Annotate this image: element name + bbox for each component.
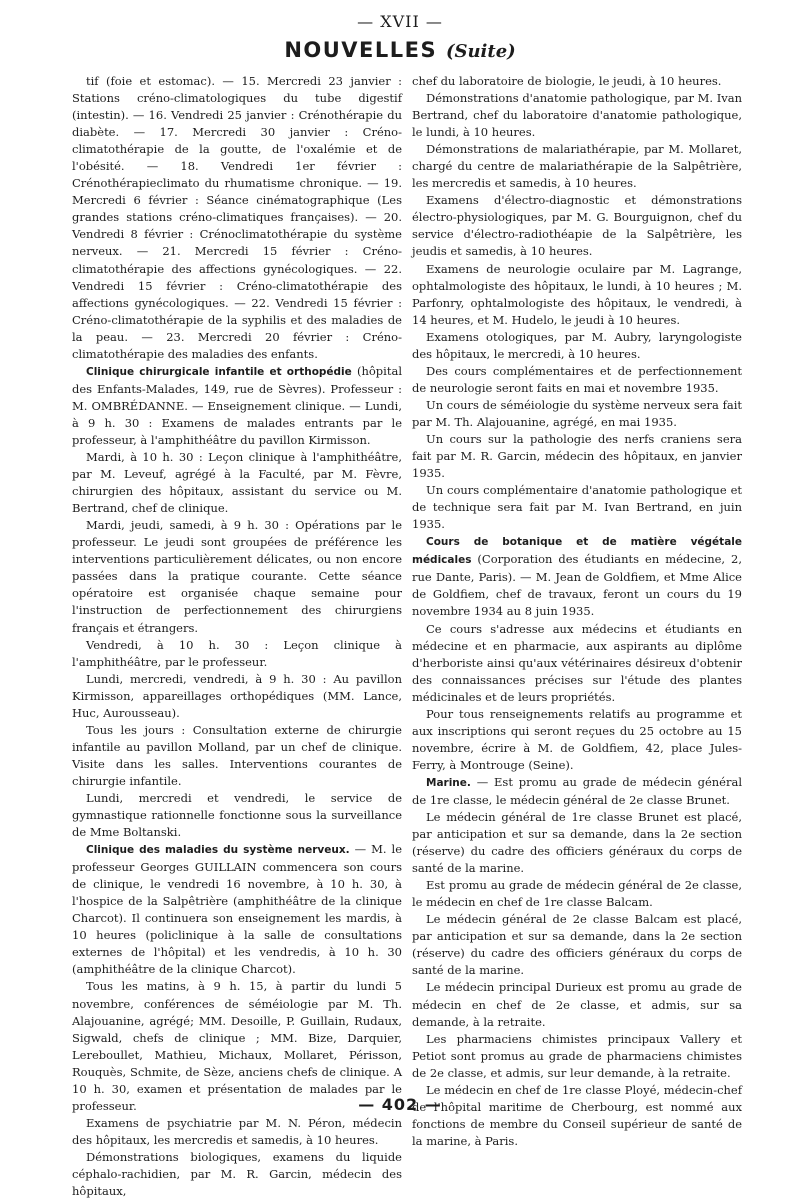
paragraph	[412, 1031, 742, 1082]
paragraph	[412, 911, 742, 979]
paragraph	[72, 1115, 402, 1149]
page-title	[0, 38, 800, 62]
paragraph-text: Le médecin général de 1re classe Brunet est placé, par anticipation et sur sa demande, dans la 2e section (réserve) du cadre des officiers généraux du corps de santé de la marine.	[412, 810, 742, 876]
paragraph	[72, 1149, 402, 1200]
left-column	[72, 73, 402, 1200]
paragraph	[412, 192, 742, 260]
paragraph	[72, 363, 402, 449]
paragraph	[72, 790, 402, 841]
page-roman-numeral: — XVII —	[357, 12, 443, 31]
paragraph-text: Lundi, mercredi et vendredi, le service de gymnastique rationnelle fonctionne sous la surveillance de Mme Boltanski.	[72, 790, 402, 840]
paragraph	[412, 397, 742, 431]
paragraph	[72, 517, 402, 636]
paragraph	[72, 73, 402, 363]
paragraph	[72, 841, 402, 978]
paragraph-text: Démonstrations de malariathérapie, par M. Mollaret, chargé du centre de malariathérapie de la Salpêtrière, les mercredis et samedis, à 10 heures.	[412, 142, 742, 191]
section-heading: Clinique chirurgicale infantile et orthopédie	[86, 365, 352, 378]
section-heading: Cours de botanique et de matière végétale médicales	[412, 536, 742, 567]
page-number: — 402 —	[358, 1095, 442, 1114]
paragraph-text: Examens d'électro-diagnostic et démonstrations électro-physiologiques, par M. G. Bourguignon, chef du service d'électro-radiothéapie de la Salpêtrière, les jeudis et samedis, à 10 heures.	[412, 193, 742, 259]
paragraph	[412, 90, 742, 141]
paragraph-text: Mardi, jeudi, samedi, à 9 h. 30 : Opérations par le professeur. Le jeudi sont groupées de préférence les interventions particulièrement délicates, ou non encore passées dans la pratique courante. Cette séance opératoire est organisée chaque semaine pour l'instruction de perfectionnement des chirurgiens français et étrangers.	[72, 518, 402, 635]
paragraph-text: Examens de neurologie oculaire par M. Lagrange, ophtalmologiste des hôpitaux, le lundi, à 10 heures ; M. Parfonry, ophtalmologiste des hôpitaux, le vendredi, à 14 heures, et M. Hudelo, le jeudi à 10 heures.	[412, 261, 742, 327]
paragraph	[412, 533, 742, 620]
paragraph-text: Tous les jours : Consultation externe de chirurgie infantile au pavillon Molland, par un chef de clinique. Visite dans les salles. Interventions courantes de chirurgie infantile.	[72, 722, 402, 788]
paragraph-text: Ce cours s'adresse aux médecins et étudiants en médecine et en pharmacie, aux aspirants au diplôme d'herboriste ainsi qu'aux vétérinaires désireux d'obtenir des connaissances précises sur l'étude des plantes médicinales et de leurs propriétés.	[412, 621, 742, 704]
paragraph	[412, 141, 742, 192]
paragraph	[412, 877, 742, 911]
paragraph-text: (Corporation des étudiants en médecine, 2, rue Dante, Paris). — M. Jean de Goldfiem, et Mme Alice de Goldfiem, chef de travaux, feront un cours du 19 novembre 1934 au 8 juin 1935.	[412, 552, 742, 619]
paragraph	[412, 329, 742, 363]
paragraph-text: Un cours complémentaire d'anatomie pathologique et de technique sera fait par M. Ivan Bertrand, en juin 1935.	[412, 483, 742, 532]
paragraph-text: Vendredi, à 10 h. 30 : Leçon clinique à l'amphithéâtre, par le professeur.	[72, 637, 402, 669]
paragraph	[412, 1082, 742, 1150]
paragraph-text: Mardi, à 10 h. 30 : Leçon clinique à l'amphithéâtre, par M. Leveuf, agrégé à la Faculté, par M. Fèvre, chirurgien des hôpitaux, assistant du service ou M. Bertrand, chef de clinique.	[72, 450, 402, 516]
paragraph	[412, 261, 742, 329]
paragraph	[72, 449, 402, 517]
paragraph	[412, 73, 742, 90]
section-heading: Marine.	[426, 776, 471, 789]
paragraph-text: Le médecin général de 2e classe Balcam est placé, par anticipation et sur sa demande, dans la 2e section (réserve) du cadre des officiers généraux du corps de santé de la marine.	[412, 912, 742, 978]
paragraph-text: — Est promu au grade de médecin général de 1re classe, le médecin général de 2e classe Brunet.	[412, 774, 742, 807]
paragraph-text: Pour tous renseignements relatifs au programme et aux inscriptions qui seront reçues du 25 octobre au 15 novembre, écrire à M. de Goldfiem, 42, place Jules-Ferry, à Montrouge (Seine).	[412, 706, 742, 772]
title-suite: (Suite)	[445, 41, 516, 62]
paragraph	[412, 809, 742, 877]
paragraph-text: Examens de psychiatrie par M. N. Péron, médecin des hôpitaux, les mercredis et samedis, à 10 heures.	[72, 1115, 402, 1147]
paragraph-text: Un cours de séméiologie du système nerveux sera fait par M. Th. Alajouanine, agrégé, en mai 1935.	[412, 397, 742, 429]
title-text: NOUVELLES	[284, 38, 438, 62]
paragraph-text: Le médecin principal Durieux est promu au grade de médecin en chef de 2e classe, et admis, sur sa demande, à la retraite.	[412, 980, 742, 1029]
paragraph	[72, 637, 402, 671]
paragraph-text: tif (foie et estomac). — 15. Mercredi 23 janvier : Stations créno-climatologiques du tube digestif (intestin). — 16. Vendredi 25 janvier : Crénothérapie du diabète. — 17. Mercredi 30 janvier : Créno-climatothérapie de la goutte, de l'oxalémie et de l'obésité. — 18. Vendredi 1er février : Crénothérapieclimato du rhumatisme chronique. — 19. Mercredi 6 février : Séance cinématographique (Les grandes stations créno-climatiques françaises). — 20. Vendredi 8 février : Crénoclimatothérapie du système nerveux. — 21. Mercredi 15 février : Créno-climatothérapie des affections gynécologiques. — 22. Vendredi 15 février : Créno-climatothérapie des affections gynécologiques. — 22. Vendredi 15 février : Créno-climatothérapie de la syphilis et des maladies de la peau. — 23. Mercredi 20 février : Créno-climatothérapie des maladies des enfants.	[72, 74, 402, 361]
paragraph-text: Tous les matins, à 9 h. 15, à partir du lundi 5 novembre, conférences de séméiologie par M. Th. Alajouanine, agrégé; MM. Desoille, P. Guillain, Rudaux, Sigwald, chefs de clinique ; MM. Bize, Darquier, Lereboullet, Mathieu, Michaux, Mollaret, Périsson, Rouquès, Schmite, de Sèze, anciens chefs de clinique. A 10 h. 30, examen et présentation de malades par le professeur.	[72, 979, 402, 1113]
paragraph-text: Démonstrations biologiques, examens du liquide céphalo-rachidien, par M. R. Garcin, médecin des hôpitaux,	[72, 1149, 402, 1199]
paragraph	[72, 671, 402, 722]
paragraph	[412, 482, 742, 533]
paragraph-text: Examens otologiques, par M. Aubry, laryngologiste des hôpitaux, le mercredi, à 10 heures.	[412, 329, 742, 361]
paragraph	[412, 431, 742, 482]
paragraph-text: — M. le professeur Georges GUILLAIN commencera son cours de clinique, le vendredi 16 novembre, à 10 h. 30, à l'hospice de la Salpêtrière (amphithéâtre de la clinique Charcot). Il continuera son enseignement les mardis, à 10 heures (policlinique à la salle de consultations externes de l'hôpital) et les vendredis, à 10 h. 30 (amphithéâtre de la clinique Charcot).	[72, 842, 402, 977]
paragraph-text: Des cours complémentaires et de perfectionnement de neurologie seront faits en mai et novembre 1935.	[412, 363, 742, 395]
section-heading: Clinique des maladies du système nerveux.	[86, 844, 350, 857]
paragraph-text: (hôpital des Enfants-Malades, 149, rue de Sèvres). Professeur : M. OMBRÉDANNE. — Enseignement clinique. — Lundi, à 9 h. 30 : Examens de malades entrants par le professeur, à l'amphithéâtre du pavillon Kirmisson.	[72, 363, 402, 447]
paragraph	[412, 621, 742, 706]
paragraph-text: Lundi, mercredi, vendredi, à 9 h. 30 : Au pavillon Kirmisson, appareillages orthopédiques (MM. Lance, Huc, Aurousseau).	[72, 671, 402, 720]
paragraph-text: Un cours sur la pathologie des nerfs craniens sera fait par M. R. Garcin, médecin des hôpitaux, en janvier 1935.	[412, 431, 742, 481]
paragraph	[412, 979, 742, 1030]
paragraph	[412, 774, 742, 809]
paragraph-text: chef du laboratoire de biologie, le jeudi, à 10 heures.	[412, 74, 722, 88]
paragraph	[412, 363, 742, 397]
paragraph-text: Le médecin en chef de 1re classe Ployé, médecin-chef de l'hôpital maritime de Cherbourg, est nommé aux fonctions de membre du Conseil supérieur de santé de la marine, à Paris.	[412, 1082, 742, 1148]
paragraph-text: Démonstrations d'anatomie pathologique, par M. Ivan Bertrand, chef du laboratoire d'anatomie pathologique, le lundi, à 10 heures.	[412, 91, 743, 140]
right-column	[412, 73, 742, 1150]
paragraph	[412, 706, 742, 774]
paragraph	[72, 722, 402, 790]
paragraph-text: Les pharmaciens chimistes principaux Vallery et Petiot sont promus au grade de pharmaciens chimistes de 2e classe, et admis, sur leur demande, à la retraite.	[412, 1031, 742, 1080]
paragraph-text: Est promu au grade de médecin général de 2e classe, le médecin en chef de 1re classe Balcam.	[412, 878, 742, 910]
